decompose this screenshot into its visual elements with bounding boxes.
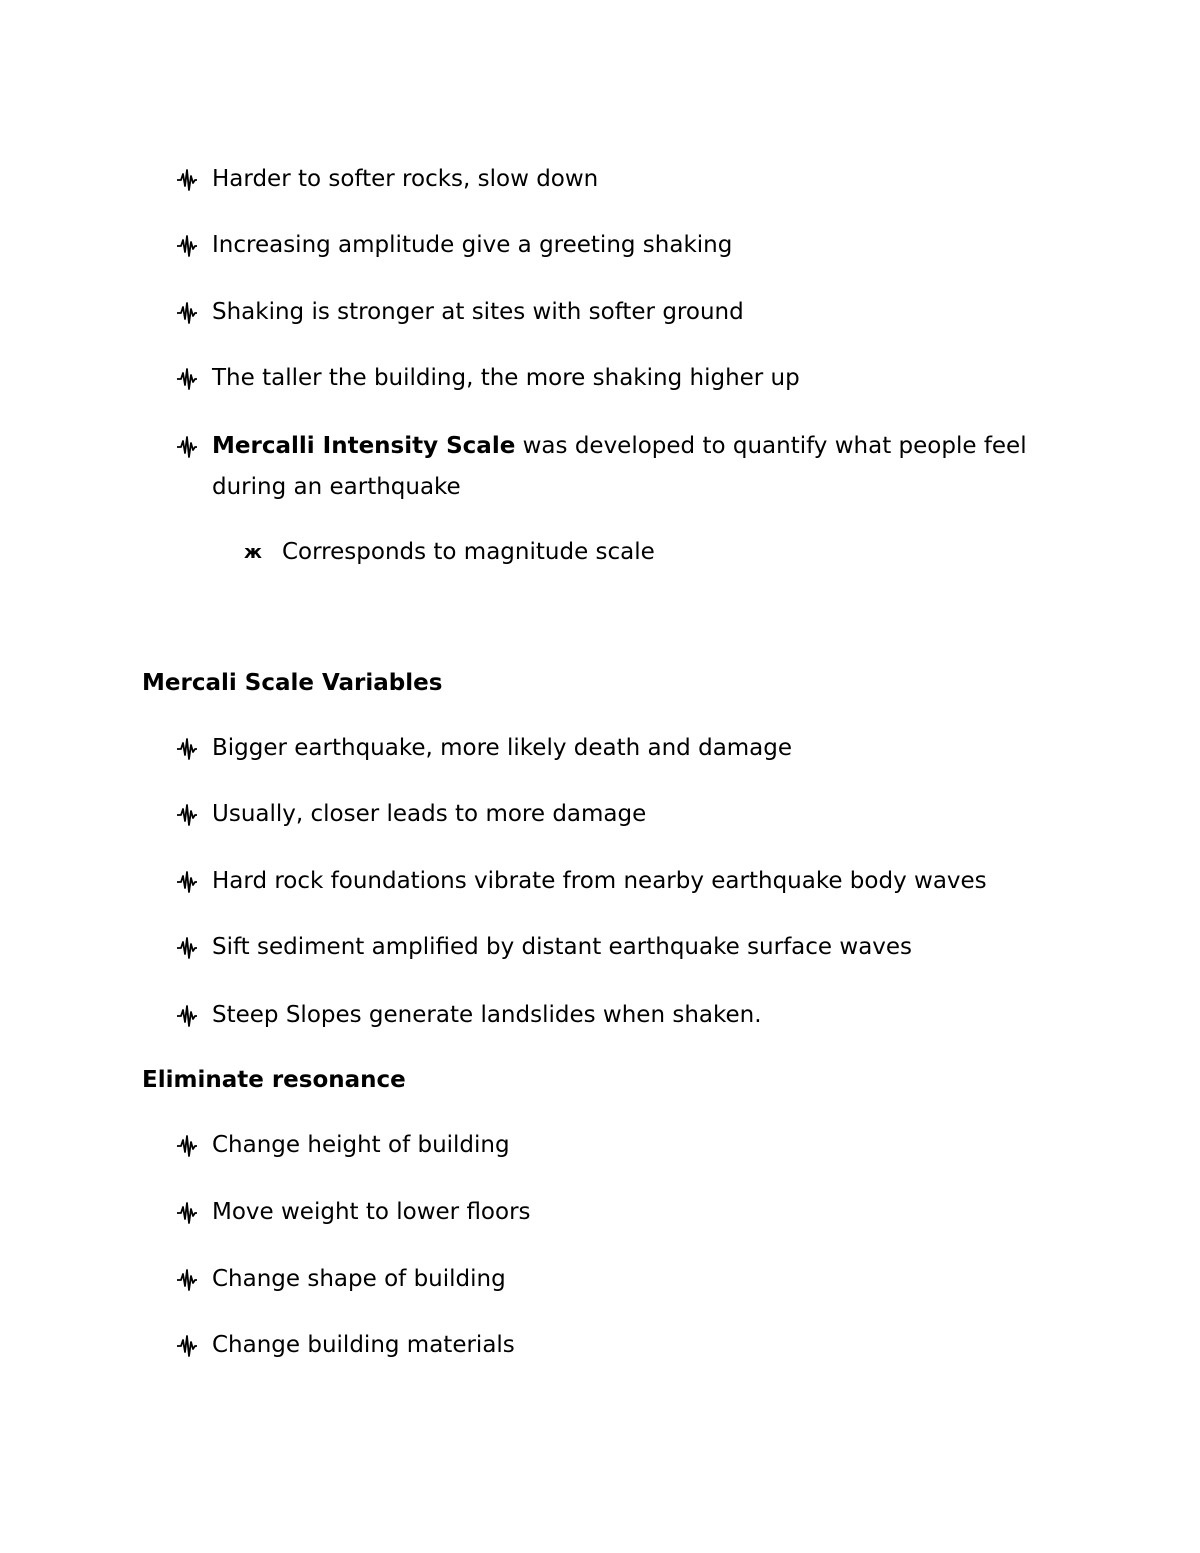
earthquake-bullet-icon bbox=[176, 1125, 198, 1166]
section-heading: Eliminate resonance bbox=[142, 1067, 406, 1093]
list-item bbox=[176, 292, 1076, 333]
sub-list-item-text: Corresponds to magnitude scale bbox=[282, 539, 655, 565]
list-item bbox=[176, 794, 1076, 835]
earthquake-bullet-icon bbox=[176, 1192, 198, 1233]
list-item-text: Increasing amplitude give a greeting shaking bbox=[212, 232, 733, 258]
list-item bbox=[176, 995, 1076, 1036]
list-item-text: Change height of building bbox=[212, 1132, 510, 1158]
list-item bbox=[176, 728, 1076, 769]
earthquake-bullet-icon bbox=[176, 426, 198, 467]
list-item-text: Steep Slopes generate landslides when shaken. bbox=[212, 1002, 762, 1028]
section-heading: Mercali Scale Variables bbox=[142, 670, 443, 696]
list-item-text: Change shape of building bbox=[212, 1266, 506, 1292]
earthquake-bullet-icon bbox=[176, 225, 198, 266]
earthquake-bullet-icon bbox=[176, 292, 198, 333]
earthquake-bullet-icon bbox=[176, 358, 198, 399]
list-item bbox=[176, 225, 1076, 266]
list-item bbox=[176, 358, 1076, 399]
list-item-text: Bigger earthquake, more likely death and damage bbox=[212, 735, 793, 761]
list-item-text: Usually, closer leads to more damage bbox=[212, 801, 647, 827]
list-item bbox=[176, 1125, 1076, 1166]
mercalli-description: was developed to quantify what people feel during an earthquake bbox=[212, 433, 1027, 500]
list-item-text: The taller the building, the more shaking higher up bbox=[212, 365, 800, 391]
list-item bbox=[176, 1259, 1076, 1300]
list-item-text: Sift sediment amplified by distant earthquake surface waves bbox=[212, 934, 913, 960]
list-item-text bbox=[212, 426, 1076, 508]
earthquake-bullet-icon bbox=[176, 1259, 198, 1300]
sub-list-item bbox=[244, 532, 1044, 573]
list-item-text: Shaking is stronger at sites with softer ground bbox=[212, 299, 744, 325]
earthquake-bullet-icon bbox=[176, 794, 198, 835]
earthquake-bullet-icon bbox=[176, 159, 198, 200]
mercalli-term: Mercalli Intensity Scale bbox=[212, 433, 516, 459]
earthquake-bullet-icon bbox=[176, 728, 198, 769]
list-item bbox=[176, 861, 1076, 902]
list-item-mercalli bbox=[176, 426, 1076, 508]
list-item bbox=[176, 1192, 1076, 1233]
list-item-text: Change building materials bbox=[212, 1332, 515, 1358]
list-item-text: Hard rock foundations vibrate from nearby earthquake body waves bbox=[212, 868, 987, 894]
list-item-text: Move weight to lower floors bbox=[212, 1199, 531, 1225]
earthquake-bullet-icon bbox=[176, 927, 198, 968]
list-item bbox=[176, 1325, 1076, 1366]
list-item bbox=[176, 927, 1076, 968]
list-item bbox=[176, 159, 1076, 200]
list-item-text: Harder to softer rocks, slow down bbox=[212, 166, 599, 192]
earthquake-bullet-icon bbox=[176, 1325, 198, 1366]
sub-bullet-icon: ж bbox=[244, 542, 262, 563]
earthquake-bullet-icon bbox=[176, 995, 198, 1036]
earthquake-bullet-icon bbox=[176, 861, 198, 902]
